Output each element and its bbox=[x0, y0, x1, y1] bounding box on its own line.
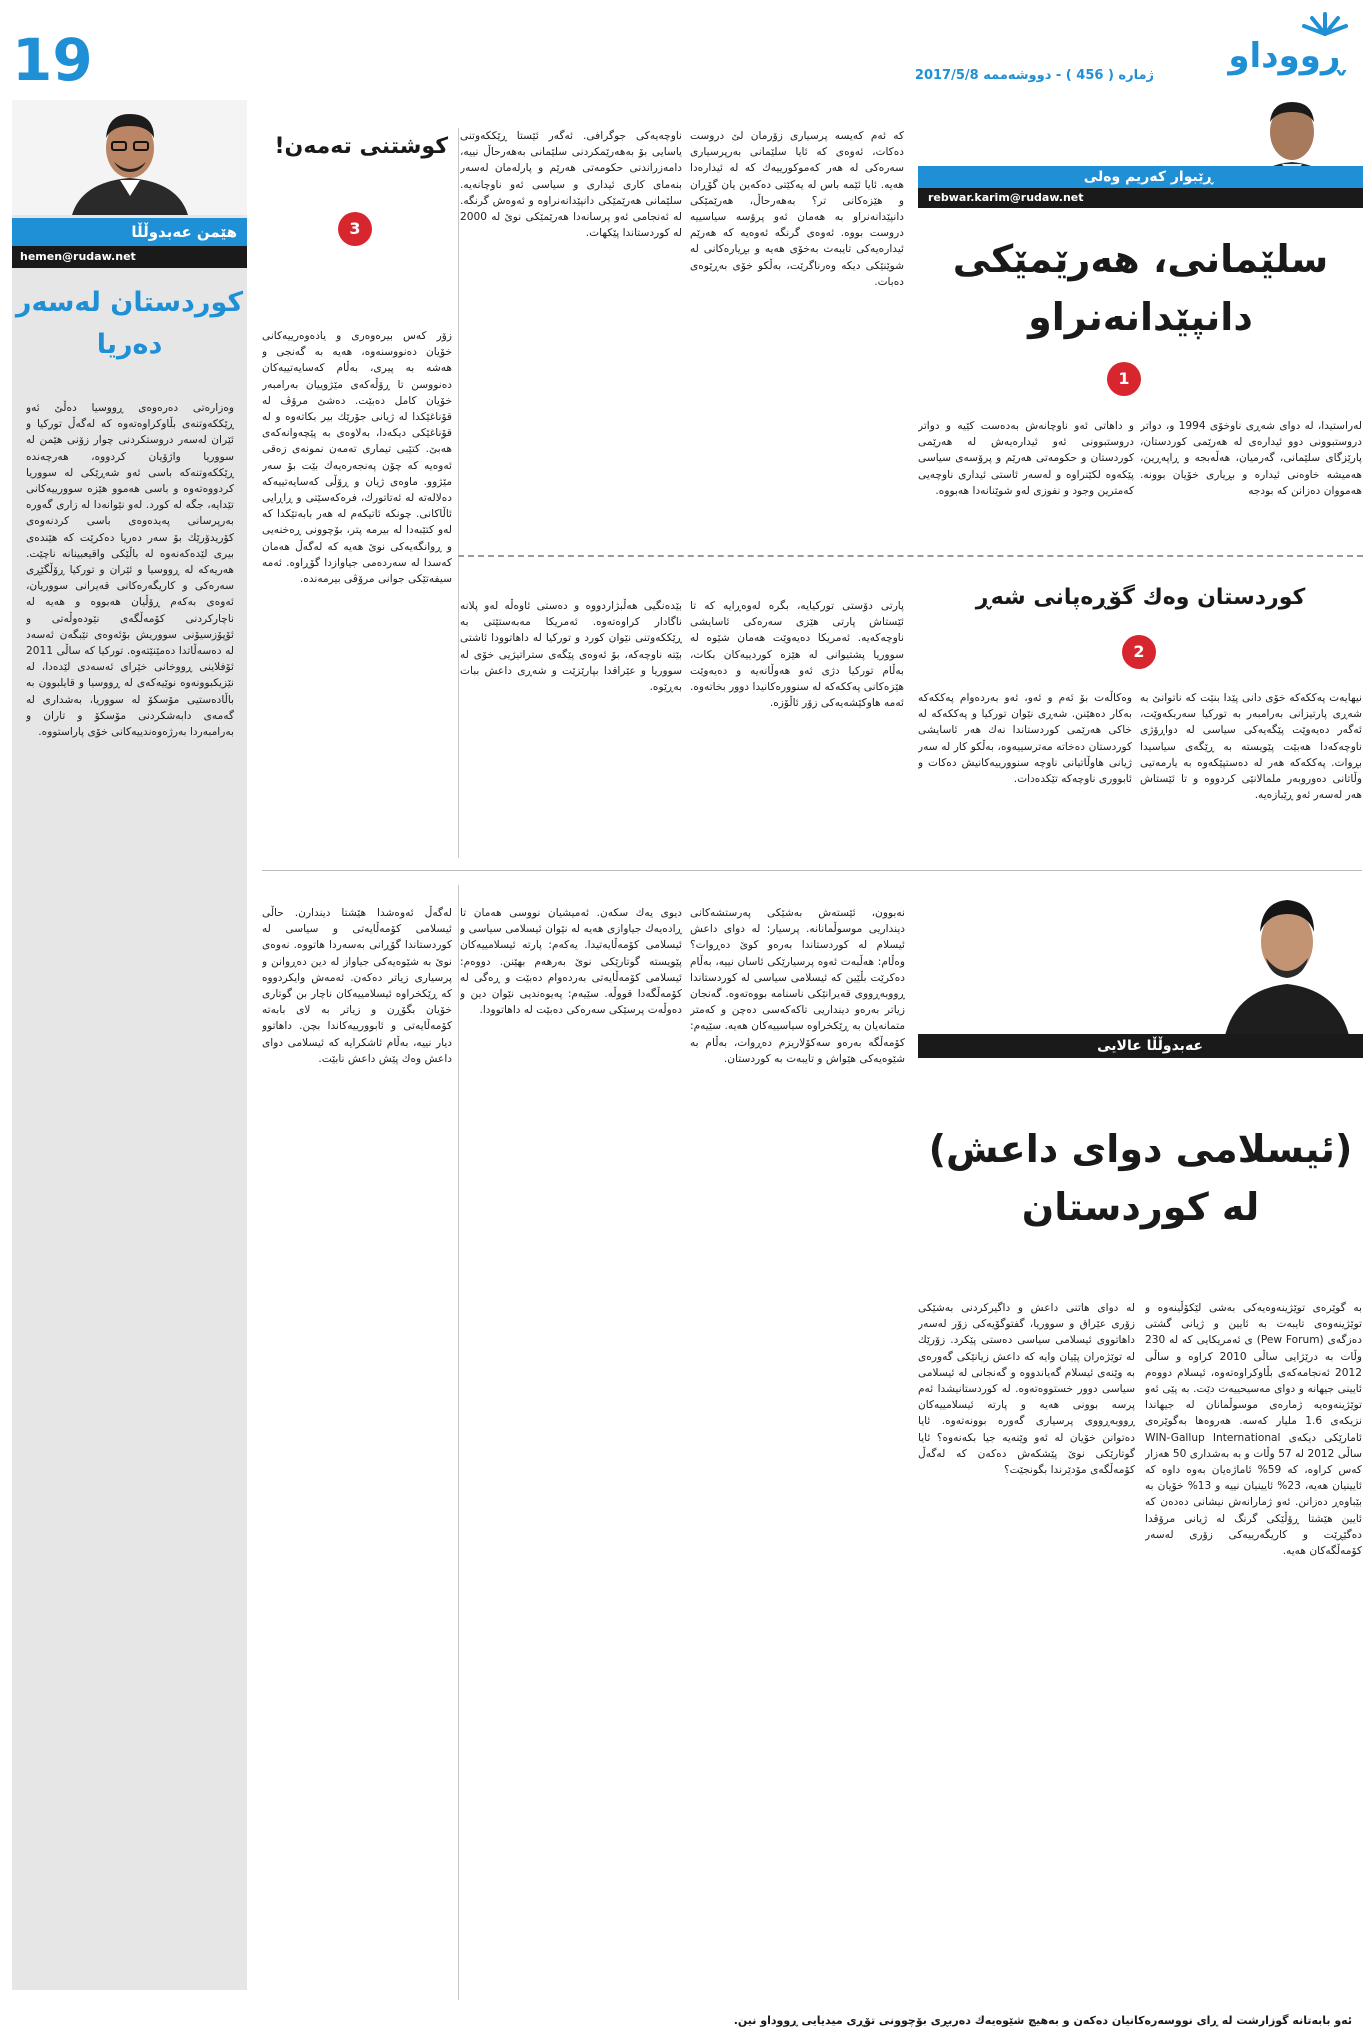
article2-number-badge: 2 bbox=[1122, 635, 1156, 669]
author-portrait-icon bbox=[12, 100, 247, 215]
sidebar-author-name: هێمن عەبدوڵڵا bbox=[12, 218, 247, 246]
article4-column-3: نەبوون، ئێستەش بەشێكی پەرستشەكانی دینداریی موسوڵمانانە. پرسیار: لە دوای داعش ئیسلام لە كوردستاندا بەرەو كوێ دەڕوات؟ وەڵام: هەڵبەت ئەوە پرسیارێكی ئاسان نییە، بەڵام دەكرێت بڵێین كە ئیسلامی سیاسی لە كوردستاندا ڕووبەڕووی قەیرانێكی ناسنامە بووەتەوە. گەنجان زیاتر بەرەو دینداریی تاكەكەسی دەچن و كەمتر متمانەیان بە ڕێكخراوە سیاسییەكان هەیە. سێیەم: كۆمەڵگە بەرەو سەكۆلاریزم دەڕوات، بەڵام بە شێوەیەكی هێواش و تایبەت بە كوردستان. bbox=[690, 907, 905, 1065]
article2-column-2: وەكاڵەت بۆ ئەم و ئەو، ئەو بەردەوام پەككەكە بەكار دەهێنن. شەڕی نێوان توركیا و پەككەكە لە خاكی هەرێمی كوردستاندا نەك هەر ئاسایشی كوردستان دەخاتە مەترسییەوە، بەڵكو كار لە سەر ژیانی هاوڵاتیانی ناوچە سنوورییەكانیش دەكات و ئابووری ناوچەكە تێكدەدات. bbox=[918, 692, 1132, 786]
article4-column-1: بە گوێرەی توێژینەوەیەكی بەشی لێكۆڵینەوە و توێژینەوەی تایبەت بە ئایین و ژیانی گشتی دەزگەی (Pew Forum) ی ئەمریكایی كە لە 230 وڵات بە درێژایی ساڵی 2010 كراوە و ساڵی 2012 ئەنجامەكەی بڵاوكراوەتەوە، ئیسلام دووەم ئایینی جیهانە و دوای مەسیحییەت دێت. بە پێی ئەو توێژینەوەیە ژمارەی موسوڵمانان لە جیهاندا نزیكەی 1.6 ملیار كەسە. هەروەها بەگوێرەی ئامارێكی دیكەی WIN-Gallup International ساڵی 2012 لە 57 وڵات و بە بەشداری 50 هەزار كەس كراوە، كە 59% ئاماژەیان بەوە داوە كە ئایینیان هەیە، 23% ئایینیان نییە و 13% خۆیان بە بێباوەڕ دەزانن. ئەو ژمارانەش نیشانی دەدەن كە ئایین هێشتا ڕۆڵێكی گرنگ لە ژیانی مرۆڤدا دەگێڕێت و كاریگەرییەكی زۆری لەسەر كۆمەڵگەكان هەیە. bbox=[1145, 1302, 1362, 1558]
article1-number-badge: 1 bbox=[1107, 362, 1141, 396]
author-portrait-icon bbox=[1212, 880, 1362, 1040]
column-divider bbox=[458, 128, 459, 858]
issue-line: ژمارە ( 456 ) - دووشەممە 2017/5/8 bbox=[914, 68, 1154, 83]
rudaw-logo bbox=[1216, 26, 1344, 76]
section-divider-dashed bbox=[458, 555, 1363, 557]
sidebar-author-email[interactable]: hemen@rudaw.net bbox=[12, 246, 247, 268]
page-footer bbox=[0, 2010, 1372, 2034]
article3-body-text: زۆر كەس بیرەوەری و یادەوەرییەكانی خۆیان دەنووسنەوە، هەیە بە گەنجی و هەشە بە پیری، بەڵام كەسایەتییەكان دەنووسن تا ڕۆڵەكەی مێژوییان بەرامبەر خۆیان كامل دەبێت. دەشێ مرۆڤ لە قۆناغێكدا لە ژیانی جۆرێك بیر بكاتەوە و لە قۆناغێكی دیكەدا، بەلاوەی بە پێچەوانەكەی هەبێ. كتێبی تیماری تەمەن نمونەی زەقی ئەوەیە كە چۆن پەنجەرەیەك بێت بۆ سەر مێژوو. ماوەی ژیان و ڕۆڵی كەسایەتییەكە دەلالەتە لە ئەتاتورك، فرەكەسێتی و ڕاڕایی ئاڵاكانی. چونكە ئاتیكەم لە هەر بابەتێكدا كە لەو كتێبەدا لە بیرمە پتر، بۆچوونی ڕەخنەیی و ڕوانگەیەكی نوێ هەیە كە لەگەڵ هەمان كەسدا لە سەردەمی جیاوازدا گۆڕاوە. ئەمە سیفەتێكی جوانی مرۆڤی بیرمەندە. bbox=[262, 330, 452, 586]
sidebar-column bbox=[12, 100, 247, 1990]
article4-headline: (ئیسلامی دوای داعش) لە كوردستان bbox=[928, 1127, 1353, 1229]
section-divider bbox=[262, 870, 1362, 871]
article1-column-4: ناوچەیەكی جوگرافی. ئەگەر ئێستا ڕێككەوتنی یاسایی بۆ بەهەرێمكردنی سلێمانی بەهەرحاڵ نییە، دامەزراندنی حكومەتی هەرێم و پارلەمان لەسەر بنەمای كاری ئیداری و سیاسی ئەو ناوچانەیە. سلێمانی هەرێمێكی دانپێدانەنراوە و ئەوەش گرنگە. لە ئەنجامی ئەو پرسانەدا هەرێمێكی نوێ لە 2000 لە كوردستاندا پێكهات. bbox=[460, 130, 682, 240]
sidebar-author-photo bbox=[12, 100, 247, 215]
sidebar-headline: كوردستان لەسەر دەریا bbox=[15, 287, 244, 360]
article4-author-name: عەبدوڵڵا عالایی bbox=[918, 1034, 1363, 1058]
article2-column-3: پارتی دۆستی توركیایە، بگرە لەوەڕایە كە تا ئێستاش پارتی هێزی سەرەكی ئاسایشی ناوچەكەیە. ئەمریكا دەیەوێت هەمان شێوە لە سووریا پشتیوانی لە هێزە كوردییەكان بكات، بەڵام توركیا دژی ئەو هەوڵانەیە و دەیەوێت هێزەكانی پەككەكە لە سنوورەكانیدا دوور بخاتەوە. ئەمە هاوكێشەیەكی زۆر ئاڵۆزە. bbox=[690, 600, 904, 710]
article1-headline: سلێمانی، هەرێمێكی دانپێدانەنراو bbox=[952, 237, 1329, 339]
article4-column-4: دیوی یەك سكەن. ئەمیشیان نووسی هەمان تا ڕادەیەك جیاوازی هەیە لە نێوان ئیسلامی سیاسی و ئیسلامی كۆمەڵایەتیدا. یەكەم: پارتە ئیسلامییەكان پێویستە گوتارێكی نوێ بەرهەم بهێنن. دووەم: ئیسلامی كۆمەڵایەتی بەردەوام دەبێت و ڕەگی لە كۆمەڵگەدا قووڵە. سێیەم: پەیوەندیی نێوان دین و دەوڵەت پرسێكی سەرەكی دەبێت لە داهاتوودا. bbox=[460, 907, 682, 1017]
article4-author-photo bbox=[1212, 880, 1362, 1040]
logo-rays-icon bbox=[1300, 10, 1350, 36]
article1-column-2: و داهاتی ئەو ناوچانەش بەدەست كێیە و دواتر دروستبوونی ئەو ئیدارەیەش لە هەرێمی كوردستان و حكومەتی هەرێم و پرۆسەی سیاسی پێكەوە لكێنراوە و لەسەر ئاستی ئیداری ناوچەیی كەمترین وجود و نفوزی لەو شوێنانەدا هەبووە. bbox=[918, 420, 1134, 497]
article1-author-name: ڕێبوار كەریم وەلی bbox=[918, 166, 1363, 188]
article2-headline: كوردستان وەك گۆڕەپانی شەڕ bbox=[975, 585, 1306, 610]
masthead bbox=[0, 0, 1372, 100]
page-number: 19 bbox=[12, 26, 93, 94]
column-divider bbox=[458, 885, 459, 2000]
article1-author-email[interactable]: rebwar.karim@rudaw.net bbox=[918, 188, 1363, 208]
article1-column-1: لەراستیدا، لە دوای شەڕی ناوخۆی 1994 و، دواتر دروستبوونی دوو ئیدارەی لە هەرێمی كوردستان، پارێزگای سلێمانی، گەرمیان، هەڵەبجە و ڕاپەڕین، هەمیشە خاوەنی ئیدارە و بڕیاری خۆیان بوونە. هەمووان دەزانن كە بودجە bbox=[1140, 420, 1362, 497]
article2-column-4: بێدەنگیی هەڵبژاردووە و دەستی ئاوەڵە لەو پلانە ناگادار كراوەتەوە. ئەمریكا مەبەستێتی بە ڕێككەوتنی نێوان كورد و توركیا لە داهاتوودا ئاشتی بێتە ناوچەكە، بۆ ئەوەی پێگەی ستراتیژیی خۆی لە سووریا و عێراقدا بپارێزێت و شەڕی داعش ببات بەڕێوە. bbox=[460, 600, 682, 694]
article4-column-2: لە دوای هاتنی داعش و داگیركردنی بەشێكی زۆری عێراق و سووریا، گفتوگۆیەكی زۆر لەسەر داهاتووی ئیسلامی سیاسی دەستی پێكرد. زۆرێك لە توێژەران پێیان وایە كە داعش زیانێكی گەورەی بە وێنەی ئیسلام گەیاندووە و گەنجانی لە ئیسلامی سیاسی دوور خستووەتەوە. لە كوردستانیشدا ئەم پرسە بوونی هەیە و پارتە ئیسلامییەكان ڕووبەڕووی پرسیاری گەورە بوونەتەوە. ئایا دەتوانن خۆیان لە ئەو وێنەیە جیا بكەنەوە؟ ئایا گوتارێكی نوێ پێشكەش دەكەن كە لەگەڵ كۆمەڵگەی مۆدێرندا بگونجێت؟ bbox=[918, 1302, 1135, 1477]
logo-text: ڕووداو bbox=[1228, 36, 1344, 76]
footer-disclaimer: ئەو بابەتانە گوزارشت لە ڕای نووسەرەكانیان دەكەن و بەهیچ شێوەیەك دەربڕی بۆچوونی تۆڕی میدیایی ڕووداو نین. bbox=[733, 2014, 1352, 2027]
article2-column-1: نیهایەت پەككەكە خۆی دانی پێدا بنێت كە ناتوانێ بە شەڕی پارتیزانی بەرامبەر بە توركیا سەربكەوێت، ئەگەر دەیەوێت پێگەیەكی سیاسی لە دواڕۆژی ناوچەكەدا هەبێت پێویستە بە ڕێگەی سیاسیدا بڕوات. پەككەكە هەر لە دەستپێكەوە بە یارمەتیی وڵاتانی دەوروبەر ملمالانێی كردووە و تا ئێستاش هەر لەسەر ئەو ڕێبازەیە. bbox=[1140, 692, 1362, 802]
article4-column-5: لەگەڵ ئەوەشدا هێشتا دیندارن. حاڵی ئیسلامی كۆمەڵایەتی و سیاسی لە كوردستاندا گۆڕانی بەسەردا هاتووە. نەوەی نوێ بە شێوەیەكی جیاواز لە دین دەڕوانن و پرسیاری زیاتر دەكەن. ئەمەش وایكردووە كە ڕێكخراوە ئیسلامییەكان ناچار بن گوتاری خۆیان بگۆڕن و زیاتر بە لای بابەتە كۆمەڵایەتی و ئابوورییەكاندا بچن. داهاتوو دیار نییە، بەڵام ئاشكرایە كە ئیسلامی دوای داعش وەك پێش داعش نابێت. bbox=[262, 907, 452, 1065]
article3-headline: كوشتنی تەمەن! bbox=[274, 134, 448, 159]
article1-column-3: كە ئەم كەیسە پرسیاری زۆرمان لێ دروست دەكات، ئەوەی كە ئایا سلێمانی بەرپرسیاری سەرەكی لە هەر كەموكورییەك كە لە ئیدارەدا هەیە. ئایا ئێمە باس لە یەكێتی دەكەین یان گۆڕان و هێزەكانی تر؟ بەهەرحاڵ، هەرێمێكی دانپێدانەنراو بە هەمان ئەو پرۆسە سیاسییە دروست بووە. ئەوەی گرنگە ئەوەیە كە هەرێم ئیدارەیەكی تایبەت بەخۆی هەیە و بڕیارەكانی لە شوێنێكی دیكە وەرناگرێت، بەڵكو خۆی بەڕێوەی دەبات. bbox=[690, 130, 904, 288]
article3-number-badge: 3 bbox=[338, 212, 372, 246]
sidebar-body-text: وەزارەتی دەرەوەی ڕووسیا دەڵێ ئەو ڕێككەوتنەی بڵاوكراوەتەوە كە لەگەڵ توركیا و ئێران لەسەر دروستكردنی چوار زۆنی هێمن لە سووریا واژۆیان كردووە، هەرچەندە ڕێككەوتنەكە باسی ئەو شەڕێكی لە سووریا كردووەتەوە و باسی هەموو هێزە سوورییەكانی تێدایە، جگە لە كورد. لەو نێوانەدا لە زاری گەورە بەرپرسانی پەیدەوەی باسی كردنەوەی كۆریدۆرێك بۆ سەر دەریا دەكرێت كە هێندەی بیری لێدەكەنەوە لە باڵێكی واقیعبینانە ناچێت. هەریەكە لە ڕووسیا و ئێران و توركیا ڕۆڵگێڕی سەرەكی و كاریگەرەكانی قەیرانی سووریان، ئەوەی بەكەم ڕۆڵیان هەبووە و هەیە لە ناچاركردنی كۆمەڵگەی نێودەوڵەتی و ئۆپۆزسیۆنی سووریش بۆئەوەی تێبگەن ئەسەد لە دەسەڵاتدا دەمێنێتەوە. توركیا كە ساڵی 2011 ئۆفلاینی ڕووخانی خێرای ئەسەدی لێدەدا، لە نێزیكبوونەوە نوێیەكەی لە ڕووسیا و قایلبوون بە باڵادەستیی مۆسكۆ لە سووریا، بەشداری لە گەمەی دابەشكردنی مۆسكۆ و تاران و بەرامبەردا بەرژەوەندییەكانی خۆی پاراستووە. bbox=[26, 402, 234, 739]
